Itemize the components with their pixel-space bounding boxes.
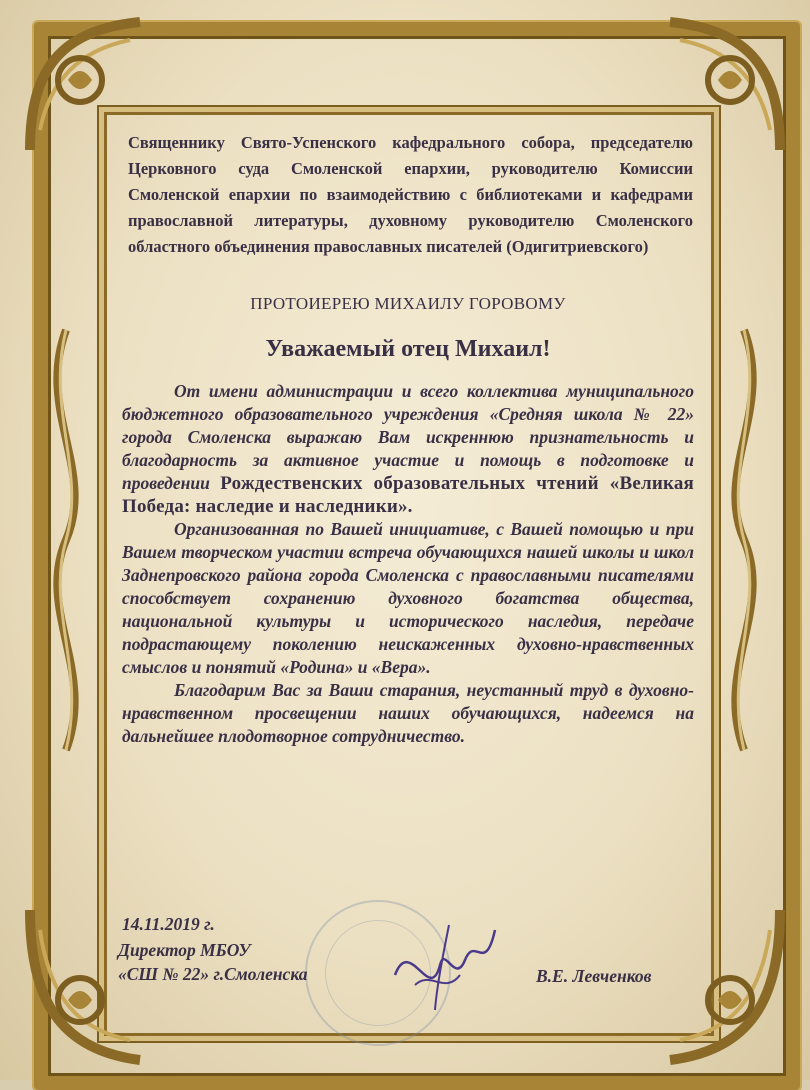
handwritten-signature bbox=[385, 915, 505, 1015]
greeting-heading: Уважаемый отец Михаил! bbox=[265, 336, 551, 362]
body-paragraph-3: Благодарим Вас за Ваши старания, неустанный труд в духовно-нравственном просвещении наших обучающихся, надеемся на дальнейшее плодотворное сотрудничество. bbox=[122, 680, 694, 746]
side-ornament-left bbox=[26, 330, 106, 750]
addressee-title: ПРОТОИЕРЕЮ МИХАИЛУ ГОРОВОМУ bbox=[250, 294, 566, 313]
signer-position-line2: «СШ № 22» г.Смоленска bbox=[118, 964, 308, 984]
corner-ornament-bottom-right bbox=[650, 900, 790, 1070]
paragraph-1-text: От имени администрации и всего коллектива муниципального бюджетного образовательного учреждения «Средняя школа № 22» города Смоленска выражаю Вам искреннюю признательность и благодарность за активное участие и помощь в подготовке и проведении bbox=[122, 381, 694, 493]
body-paragraph-1 bbox=[122, 380, 694, 518]
body-paragraph-2: Организованная по Вашей инициативе, с Вашей помощью и при Вашем творческом участии встреча обучающихся нашей школы и школ Заднепровского района города Смоленска с православными писателями способствует сохранению духовного богатства общества, национальной культуры и исторического наследия, передаче подрастающему поколению неискаженных духовно-нравственных смыслов и понятий «Родина» и «Вера». bbox=[122, 519, 694, 677]
letter-body bbox=[122, 380, 694, 748]
dedication-text: Священнику Свято-Успенского кафедрального собора, председателю Церковного суда Смоленской епархии, руководителю Комиссии Смоленской епархии по взаимодействию с библиотеками и кафедрами православной литературы, духовному руководителю Смоленского областного объединения православных писателей (Одигитриевского) bbox=[128, 133, 693, 256]
letter-date: 14.11.2019 г. bbox=[122, 914, 215, 934]
side-ornament-right bbox=[704, 330, 784, 750]
event-title-emphasis: Рождественских образовательных чтений «Великая Победа: наследие и наследники». bbox=[122, 473, 695, 517]
signer-position-line1: Директор МБОУ bbox=[118, 940, 251, 960]
signer-name: В.Е. Левченков bbox=[536, 966, 652, 986]
